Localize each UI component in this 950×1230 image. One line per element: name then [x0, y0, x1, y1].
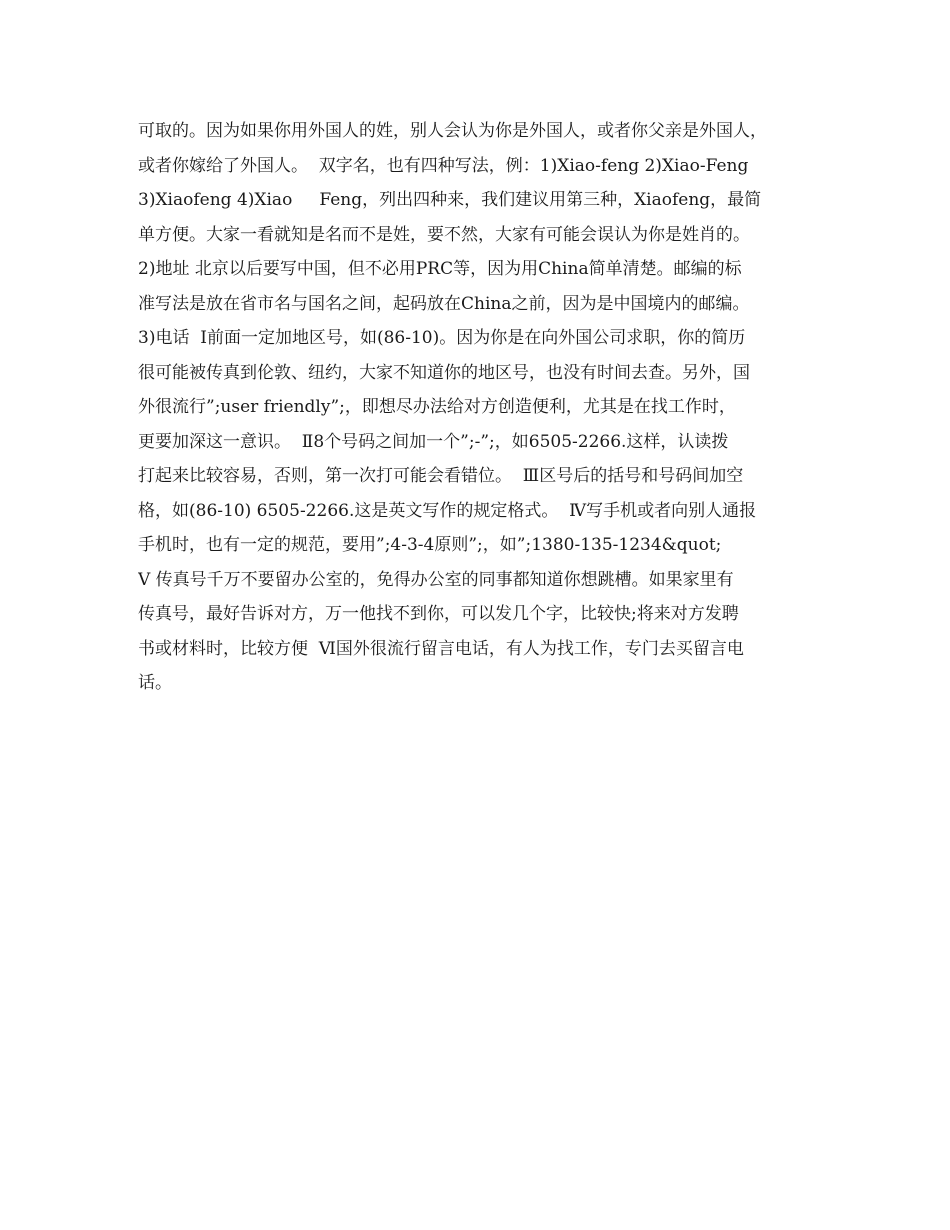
text-line: 可取的。因为如果你用外国人的姓，别人会认为你是外国人，或者你父亲是外国人， [138, 121, 767, 141]
text-line: 3)Xiaofeng 4)Xiao Feng，列出四种来，我们建议用第三种，Xiaofeng，最简 [138, 190, 762, 210]
text-line: 手机时，也有一定的规范，要用”;4-3-4原则”;，如”;1380-135-1234&quot; [138, 535, 722, 555]
text-line: 格，如(86-10) 6505-2266.这是英文写作的规定格式。 Ⅳ写手机或者向别人通报 [138, 500, 757, 521]
text-line: 2)地址 北京以后要写中国，但不必用PRC等，因为用China简单清楚。邮编的标 [138, 259, 742, 279]
text-line: 很可能被传真到伦敦、纽约，大家不知道你的地区号，也没有时间去查。另外，国 [138, 362, 750, 383]
text-line: 更要加深这一意识。 Ⅱ8个号码之间加一个”;-”;，如6505-2266.这样，认读拨 [138, 431, 729, 452]
text-line: 或者你嫁给了外国人。 双字名，也有四种写法，例：1)Xiao-feng 2)Xiao-Feng [138, 155, 749, 176]
text-line: 话。 [138, 673, 172, 693]
text-line: 传真号，最好告诉对方，万一他找不到你，可以发几个字，比较快;将来对方发聘 [138, 604, 739, 624]
text-line: 准写法是放在省市名与国名之间，起码放在China之前，因为是中国境内的邮编。 [138, 293, 750, 314]
text-line: 单方便。大家一看就知是名而不是姓，要不然，大家有可能会误认为你是姓肖的。 [138, 224, 750, 245]
text-line: 外很流行”;user friendly”;，即想尽办法给对方创造便利，尤其是在找工作时， [138, 397, 736, 417]
text-line: 打起来比较容易，否则，第一次打可能会看错位。 Ⅲ区号后的括号和号码间加空 [138, 466, 744, 486]
text-line: 书或材料时，比较方便 Ⅵ国外很流行留言电话，有人为找工作，专门去买留言电 [138, 638, 744, 659]
text-line: 3)电话 Ⅰ前面一定加地区号，如(86-10)。因为你是在向外国公司求职，你的简历 [138, 328, 746, 348]
text-line: Ⅴ 传真号千万不要留办公室的，免得办公室的同事都知道你想跳槽。如果家里有 [138, 569, 734, 590]
body-text [138, 114, 828, 701]
